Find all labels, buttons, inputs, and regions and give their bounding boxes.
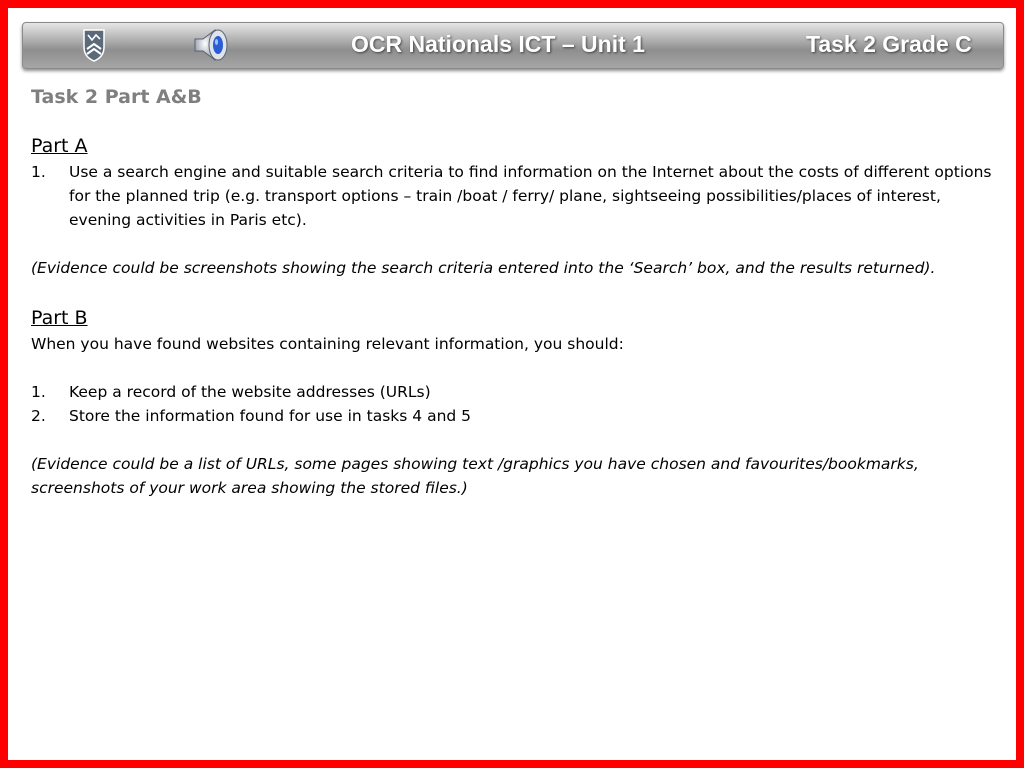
- spacer: [31, 428, 996, 452]
- school-crest-icon: [81, 27, 107, 63]
- part-b-item-2: [31, 404, 996, 428]
- part-a-evidence: (Evidence could be screenshots showing the search criteria entered into the ‘Search’ box, and the results returned).: [31, 259, 936, 277]
- page-subtitle: Task 2 Part A&B: [31, 86, 202, 108]
- part-b-intro: When you have found websites containing relevant information, you should:: [31, 335, 624, 353]
- part-b-item-1: [31, 380, 996, 404]
- list-number: 1.: [31, 383, 46, 401]
- part-b-heading: Part B: [31, 307, 88, 329]
- list-number: 2.: [31, 407, 46, 425]
- spacer: [31, 232, 996, 256]
- part-a-item-1: [31, 160, 996, 232]
- header-task-grade: Task 2 Grade C: [806, 31, 972, 57]
- spacer: [31, 280, 996, 304]
- list-item-text: Store the information found for use in tasks 4 and 5: [69, 407, 472, 425]
- list-item-text: Use a search engine and suitable search criteria to find information on the Internet about the costs of different options for the planned trip (e.g. transport options – train /boat / ferry/ plane, sightseeing possibilities/places of interest, evening activities in Paris etc).: [69, 163, 992, 229]
- header-bar: [22, 22, 1004, 69]
- main-content: [31, 132, 996, 500]
- header-title: OCR Nationals ICT – Unit 1: [351, 31, 645, 57]
- speaker-icon[interactable]: [191, 26, 231, 64]
- part-b-evidence: (Evidence could be a list of URLs, some pages showing text /graphics you have chosen and favourites/bookmarks, screenshots of your work area showing the stored files.): [31, 455, 919, 497]
- part-a-heading: Part A: [31, 135, 88, 157]
- spacer: [31, 356, 996, 380]
- list-item-text: Keep a record of the website addresses (URLs): [69, 383, 431, 401]
- list-number: 1.: [31, 163, 46, 181]
